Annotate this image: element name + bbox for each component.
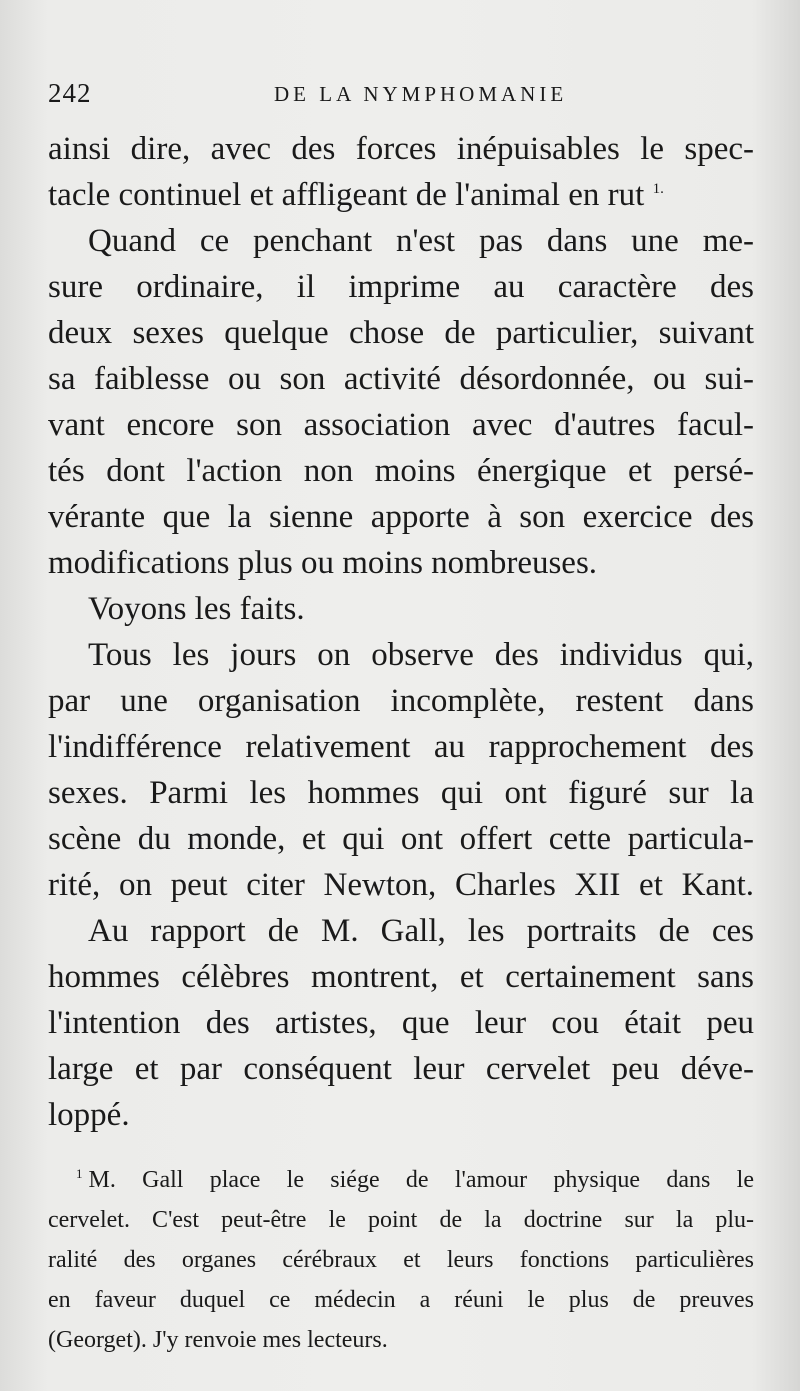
footnote-reference: 1.: [652, 181, 664, 197]
footnote-number: 1: [76, 1166, 83, 1181]
main-text: [48, 126, 754, 1138]
page-header: [48, 78, 752, 114]
text-line: loppé.: [48, 1097, 130, 1133]
text-line: scène du monde, et qui ont offert cette particula-: [48, 821, 754, 857]
footnote-line: (Georget). J'y renvoie mes lecteurs.: [48, 1327, 388, 1353]
footnote-line: cervelet. C'est peut-être le point de la doctrine sur la plu-: [48, 1207, 754, 1233]
text-line: par une organisation incomplète, restent dans: [48, 683, 754, 719]
text-line: Voyons les faits.: [88, 591, 305, 627]
footnote: [48, 1160, 754, 1360]
text-line: vant encore son association avec d'autres facul-: [48, 407, 754, 443]
page-number: 242: [48, 78, 92, 108]
text-line: ainsi dire, avec des forces inépuisables le spec-: [48, 131, 754, 167]
running-head: DE LA NYMPHOMANIE: [274, 82, 568, 106]
text-line: l'intention des artistes, que leur cou était peu: [48, 1005, 754, 1041]
footnote-line: $^1$ M. Gall place le siége de l'amour physique dans le: [76, 1166, 754, 1193]
text-line: sa faiblesse ou son activité désordonnée, ou sui-: [48, 361, 754, 397]
footnote-line: ralité des organes cérébraux et leurs fonctions particulières: [48, 1247, 754, 1273]
text-line: sexes. Parmi les hommes qui ont figuré sur la: [48, 775, 754, 811]
text-line: deux sexes quelque chose de particulier, suivant: [48, 315, 754, 351]
text-line: Tous les jours on observe des individus qui,: [88, 637, 754, 673]
text-line: l'indifférence relativement au rapprochement des: [48, 729, 754, 765]
text-line: Au rapport de M. Gall, les portraits de ces: [88, 913, 754, 949]
text-line: Quand ce penchant n'est pas dans une me-: [88, 223, 754, 259]
text-line: hommes célèbres montrent, et certainement sans: [48, 959, 754, 995]
text-line: vérante que la sienne apporte à son exercice des: [48, 499, 754, 535]
text-line: tés dont l'action non moins énergique et persé-: [48, 453, 754, 489]
text-line: large et par conséquent leur cervelet peu déve-: [48, 1051, 754, 1087]
text-line: sure ordinaire, il imprime au caractère des: [48, 269, 754, 305]
text-line: rité, on peut citer Newton, Charles XII et Kant.: [48, 867, 754, 903]
text-line: tacle continuel et affligeant de l'animal en rut $^{1.}$: [48, 177, 664, 213]
text-line: modifications plus ou moins nombreuses.: [48, 545, 598, 581]
footnote-line: en faveur duquel ce médecin a réuni le plus de preuves: [48, 1287, 754, 1313]
